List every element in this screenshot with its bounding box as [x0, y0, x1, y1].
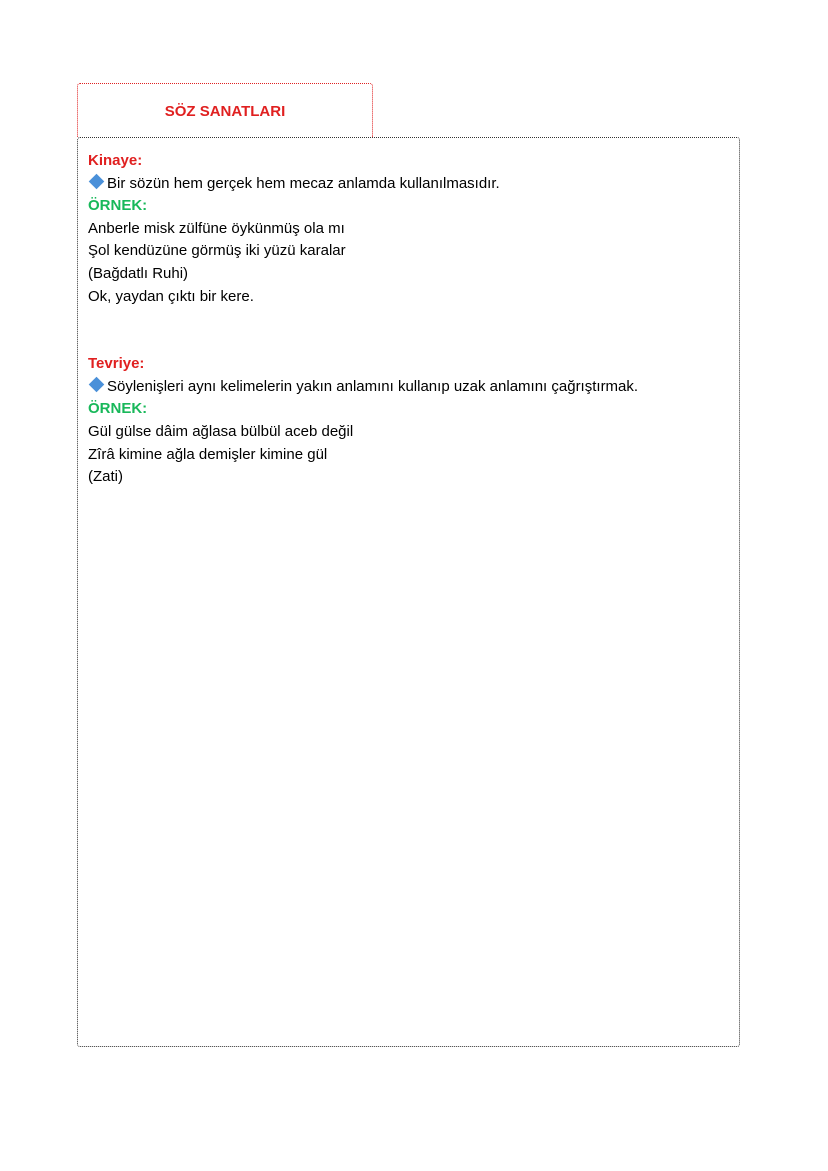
section-spacer: [88, 308, 729, 353]
example-line: Anberle misk zülfüne öykünmüş ola mı: [88, 219, 345, 237]
example-line: (Zati): [88, 468, 123, 486]
example-label: ÖRNEK:: [88, 400, 148, 418]
example-line: (Bağdatlı Ruhi): [88, 264, 189, 282]
definition-line: [88, 376, 729, 399]
blue-diamond-icon: [89, 173, 105, 189]
example-label: ÖRNEK:: [88, 197, 148, 215]
title-tab: [77, 83, 373, 137]
section-tevriye: [88, 353, 729, 489]
definition-text: Söylenişleri aynı kelimelerin yakın anlamını kullanıp uzak anlamını çağrıştırmak.: [107, 377, 639, 395]
example-line: Şol kendüzüne görmüş iki yüzü karalar: [88, 242, 346, 260]
page-title: SÖZ SANATLARI: [164, 103, 286, 120]
example-line: Ok, yaydan çıktı bir kere.: [88, 287, 254, 305]
definition-text: Bir sözün hem gerçek hem mecaz anlamda kullanılmasıdır.: [107, 174, 500, 192]
example-line: Gül gülse dâim ağlasa bülbül aceb değil: [88, 422, 354, 440]
definition-line: [88, 173, 729, 196]
blue-diamond-icon: [89, 376, 105, 392]
term-heading: Kinaye:: [88, 152, 143, 169]
section-kinaye: [88, 150, 729, 308]
content-box: [77, 137, 740, 1047]
example-line: Zîrâ kimine ağla demişler kimine gül: [88, 445, 328, 463]
term-heading: Tevriye:: [88, 355, 145, 373]
